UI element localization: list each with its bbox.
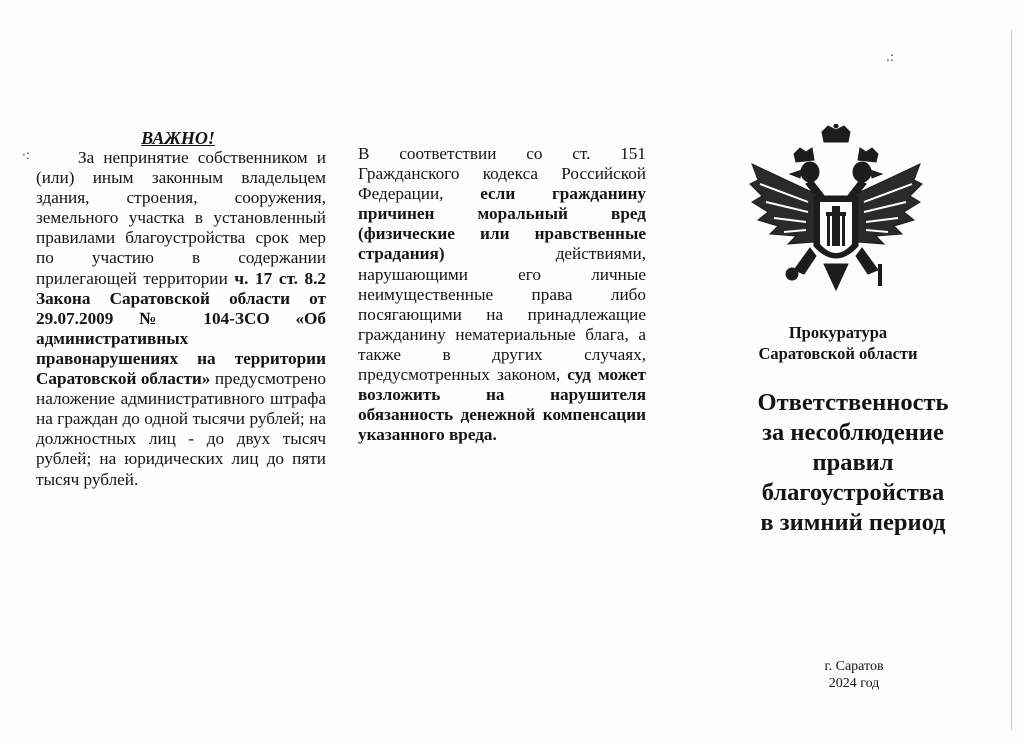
title-line: правил <box>812 449 894 476</box>
title-line: Ответственность <box>757 389 949 416</box>
left-column <box>36 148 326 490</box>
organization-name <box>720 322 956 364</box>
page-edge-line <box>1011 30 1012 730</box>
double-headed-eagle-emblem-icon <box>748 124 924 296</box>
compensation-bold: суд может возложить на нарушителя обязанность денежной компенсации указанного вреда. <box>358 365 646 445</box>
middle-text-1: В соответствии со ст. 151 Гражданского кодекса Российской Федерации, <box>358 144 646 204</box>
org-line: Прокуратура <box>788 323 888 342</box>
title-line: в зимний период <box>760 509 946 536</box>
org-line: Саратовской области <box>758 344 918 363</box>
middle-column <box>358 144 646 445</box>
scan-mark: ·: <box>22 148 30 162</box>
title-line: за несоблюдение <box>762 419 944 446</box>
year: 2024 год <box>828 676 880 691</box>
law-reference: ч. 17 ст. 8.2 Закона Саратовской области от 29.07.2009 № 104-ЗСО «Об административных правонарушениях на территории Саратовской области» <box>36 268 326 389</box>
left-text-2: предусмотрено наложение административного штрафа на граждан до одной тысячи рублей; на должностных лиц - до двух тысяч рублей; на юридических лиц до пяти тысяч рублей. <box>36 369 326 489</box>
scan-mark: .: <box>886 50 894 64</box>
important-heading: ВАЖНО! <box>141 128 215 148</box>
place-and-year <box>780 658 928 692</box>
title-line: благоустройства <box>761 479 945 506</box>
moral-harm-bold: если гражданину причинен моральный вред (физические или нравственные страдания) <box>358 184 646 264</box>
brochure-title <box>728 388 978 538</box>
left-paragraph <box>36 148 326 490</box>
city: г. Саратов <box>824 659 884 674</box>
middle-text-2: действиями, нарушающими его личные неимущественные права либо посягающими на принадлежащие гражданину нематериальные блага, а также в других случаях, предусмотренных законом, <box>358 244 646 385</box>
left-text-1: За непринятие собственником и (или) иным законным владельцем здания, строения, сооружения, земельного участка в установленный правилами благоустройства срок мер по участию в содержании прилегающей территории <box>36 148 326 288</box>
middle-paragraph <box>358 144 646 445</box>
